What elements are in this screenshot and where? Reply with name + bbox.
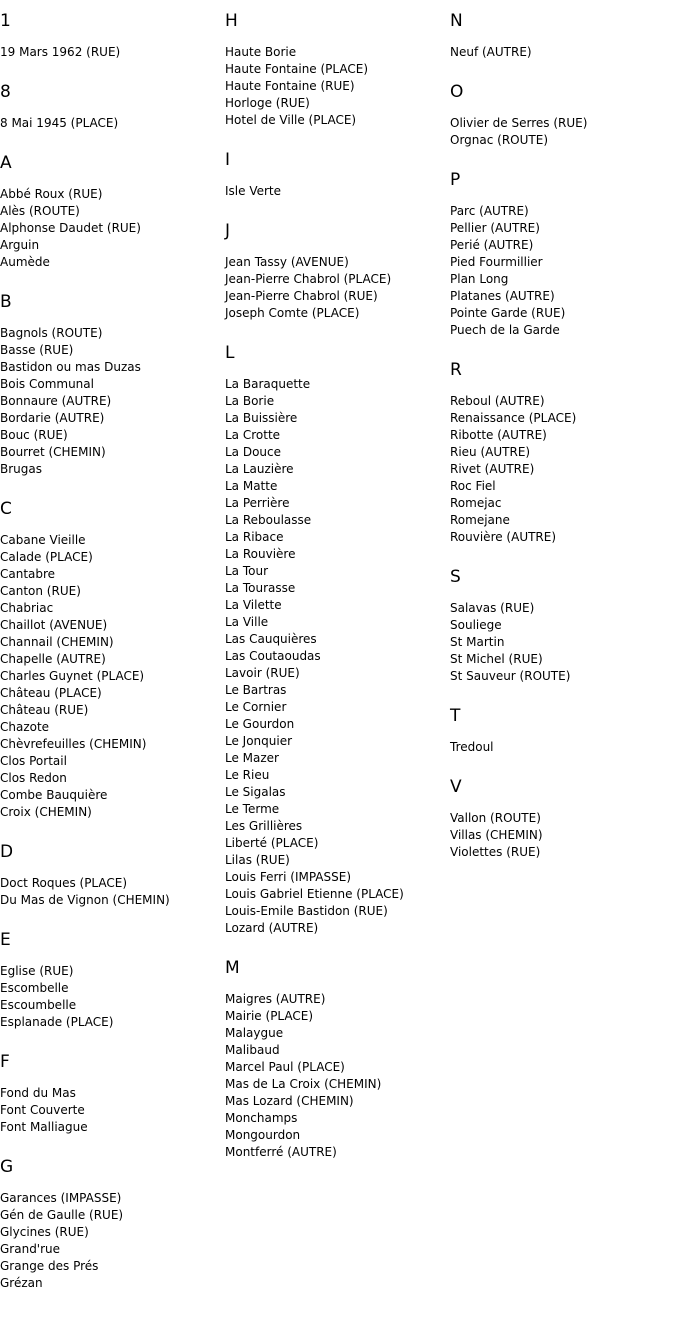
street-item: Le Terme <box>225 802 280 816</box>
section-letter-heading: B <box>0 292 12 312</box>
street-item: Pied Fourmillier <box>450 255 543 269</box>
street-item: Louis Ferri (IMPASSE) <box>225 870 352 884</box>
street-item: Le Rieu <box>225 768 270 782</box>
street-item: Aumède <box>0 255 50 269</box>
street-item: Château (RUE) <box>0 703 89 717</box>
street-item: Gén de Gaulle (RUE) <box>0 1208 124 1222</box>
street-item: Rivet (AUTRE) <box>450 462 535 476</box>
street-item: Villas (CHEMIN) <box>450 828 543 842</box>
street-item: La Reboulasse <box>225 513 312 527</box>
street-item: Maigres (AUTRE) <box>225 992 326 1006</box>
section-letter-heading: G <box>0 1157 14 1177</box>
street-item: Parc (AUTRE) <box>450 204 529 218</box>
street-list <box>450 203 670 339</box>
street-item: Glycines (RUE) <box>0 1225 89 1239</box>
street-item: Mas Lozard (CHEMIN) <box>225 1094 354 1108</box>
street-item: Marcel Paul (PLACE) <box>225 1060 345 1074</box>
street-item: Renaissance (PLACE) <box>450 411 577 425</box>
street-item: Puech de la Garde <box>450 323 560 337</box>
street-list <box>0 875 220 909</box>
street-item: Charles Guynet (PLACE) <box>0 669 145 683</box>
street-item: La Matte <box>225 479 278 493</box>
street-item: Chazote <box>0 720 50 734</box>
street-item: Bourret (CHEMIN) <box>0 445 106 459</box>
street-item: Bagnols (ROUTE) <box>0 326 103 340</box>
street-item: Bonnaure (AUTRE) <box>0 394 112 408</box>
street-item: Mas de La Croix (CHEMIN) <box>225 1077 382 1091</box>
letter-section <box>450 169 670 339</box>
street-item: Chèvrefeuilles (CHEMIN) <box>0 737 147 751</box>
street-item: Combe Bauquière <box>0 788 108 802</box>
street-item: Olivier de Serres (RUE) <box>450 116 588 130</box>
street-item: Mongourdon <box>225 1128 301 1142</box>
letter-section <box>0 81 220 132</box>
street-item: Pointe Garde (RUE) <box>450 306 566 320</box>
street-item: Font Malliague <box>0 1120 88 1134</box>
street-item: La Tourasse <box>225 581 296 595</box>
street-list <box>0 325 220 478</box>
letter-section <box>225 10 445 129</box>
street-item: Le Cornier <box>225 700 287 714</box>
letter-section <box>0 841 220 909</box>
street-item: 8 Mai 1945 (PLACE) <box>0 116 119 130</box>
street-item: Abbé Roux (RUE) <box>0 187 103 201</box>
street-item: Clos Portail <box>0 754 67 768</box>
street-item: Isle Verte <box>225 184 282 198</box>
street-item: Reboul (AUTRE) <box>450 394 545 408</box>
street-item: La Buissière <box>225 411 298 425</box>
letter-section <box>450 81 670 149</box>
street-item: La Lauzière <box>225 462 294 476</box>
street-item: La Perrière <box>225 496 290 510</box>
street-item: Le Gourdon <box>225 717 295 731</box>
street-item: Neuf (AUTRE) <box>450 45 532 59</box>
street-item: Pellier (AUTRE) <box>450 221 540 235</box>
section-letter-heading: 1 <box>0 11 11 31</box>
street-item: Garances (IMPASSE) <box>0 1191 122 1205</box>
letter-section <box>225 220 445 322</box>
street-item: Plan Long <box>450 272 509 286</box>
street-item: La Vilette <box>225 598 282 612</box>
section-letter-heading: M <box>225 958 240 978</box>
street-item: Joseph Comte (PLACE) <box>225 306 360 320</box>
street-item: La Tour <box>225 564 269 578</box>
street-item: Clos Redon <box>0 771 67 785</box>
street-item: La Douce <box>225 445 282 459</box>
street-item: Channail (CHEMIN) <box>0 635 114 649</box>
section-letter-heading: S <box>450 567 461 587</box>
street-item: Eglise (RUE) <box>0 964 74 978</box>
street-list <box>0 1085 220 1136</box>
street-item: Fond du Mas <box>0 1086 76 1100</box>
street-list <box>450 600 670 685</box>
street-item: Las Coutaoudas <box>225 649 321 663</box>
street-item: Platanes (AUTRE) <box>450 289 555 303</box>
letter-section <box>225 957 445 1161</box>
section-letter-heading: E <box>0 930 11 950</box>
street-list <box>0 532 220 821</box>
street-item: La Ville <box>225 615 269 629</box>
street-item: Montferré (AUTRE) <box>225 1145 337 1159</box>
section-letter-heading: H <box>225 11 238 31</box>
street-item: Le Sigalas <box>225 785 286 799</box>
letter-section <box>450 705 670 756</box>
street-list <box>0 44 220 61</box>
street-item: Hotel de Ville (PLACE) <box>225 113 357 127</box>
street-item: Bois Communal <box>0 377 94 391</box>
street-list <box>225 254 445 322</box>
street-list <box>225 183 445 200</box>
street-item: Chaillot (AVENUE) <box>0 618 108 632</box>
section-letter-heading: C <box>0 499 12 519</box>
street-item: Escombelle <box>0 981 69 995</box>
street-item: Chabriac <box>0 601 54 615</box>
street-item: Malaygue <box>225 1026 284 1040</box>
street-list <box>225 376 445 937</box>
letter-section <box>0 291 220 478</box>
street-item: Romejane <box>450 513 510 527</box>
street-list <box>450 115 670 149</box>
street-item: Vallon (ROUTE) <box>450 811 541 825</box>
street-item: Les Grillières <box>225 819 303 833</box>
section-letter-heading: N <box>450 11 463 31</box>
street-item: Orgnac (ROUTE) <box>450 133 548 147</box>
street-list <box>225 44 445 129</box>
street-item: Esplanade (PLACE) <box>0 1015 114 1029</box>
street-item: Violettes (RUE) <box>450 845 541 859</box>
section-letter-heading: 8 <box>0 82 11 102</box>
index-column-2 <box>225 10 445 1181</box>
section-letter-heading: P <box>450 170 461 190</box>
street-item: Haute Borie <box>225 45 297 59</box>
section-letter-heading: V <box>450 777 462 797</box>
street-list <box>225 991 445 1161</box>
street-item: Alphonse Daudet (RUE) <box>0 221 141 235</box>
street-list <box>0 963 220 1031</box>
street-item: St Martin <box>450 635 505 649</box>
street-item: Bordarie (AUTRE) <box>0 411 105 425</box>
street-item: Doct Roques (PLACE) <box>0 876 128 890</box>
street-item: 19 Mars 1962 (RUE) <box>0 45 121 59</box>
street-item: La Baraquette <box>225 377 311 391</box>
letter-section <box>0 10 220 61</box>
street-item: Salavas (RUE) <box>450 601 535 615</box>
section-letter-heading: J <box>225 221 231 241</box>
letter-section <box>225 342 445 937</box>
street-item: Château (PLACE) <box>0 686 102 700</box>
section-letter-heading: O <box>450 82 464 102</box>
street-item: Escoumbelle <box>0 998 77 1012</box>
street-item: Croix (CHEMIN) <box>0 805 92 819</box>
street-item: Brugas <box>0 462 42 476</box>
section-letter-heading: D <box>0 842 14 862</box>
street-item: Haute Fontaine (PLACE) <box>225 62 369 76</box>
street-item: Roc Fiel <box>450 479 496 493</box>
street-item: Font Couverte <box>0 1103 85 1117</box>
street-item: Le Jonquier <box>225 734 293 748</box>
section-letter-heading: L <box>225 343 235 363</box>
street-item: La Crotte <box>225 428 281 442</box>
street-item: Chapelle (AUTRE) <box>0 652 106 666</box>
letter-section <box>225 149 445 200</box>
letter-section <box>450 359 670 546</box>
street-item: Louis-Emile Bastidon (RUE) <box>225 904 388 918</box>
street-item: Le Bartras <box>225 683 287 697</box>
letter-section <box>0 152 220 271</box>
street-list <box>450 44 670 61</box>
street-item: Lilas (RUE) <box>225 853 290 867</box>
street-list <box>0 115 220 132</box>
street-item: Bouc (RUE) <box>0 428 68 442</box>
street-item: Jean-Pierre Chabrol (PLACE) <box>225 272 392 286</box>
street-item: La Ribace <box>225 530 284 544</box>
street-list <box>450 393 670 546</box>
street-item: La Borie <box>225 394 275 408</box>
section-letter-heading: R <box>450 360 462 380</box>
street-item: Canton (RUE) <box>0 584 81 598</box>
section-letter-heading: I <box>225 150 231 170</box>
street-item: Grange des Prés <box>0 1259 99 1273</box>
street-list <box>0 186 220 271</box>
letter-section <box>0 929 220 1031</box>
street-item: Du Mas de Vignon (CHEMIN) <box>0 893 170 907</box>
street-item: Alès (ROUTE) <box>0 204 80 218</box>
street-item: Basse (RUE) <box>0 343 74 357</box>
street-item: Tredoul <box>450 740 494 754</box>
street-item: Lavoir (RUE) <box>225 666 300 680</box>
street-item: Calade (PLACE) <box>0 550 93 564</box>
street-item: Ribotte (AUTRE) <box>450 428 547 442</box>
street-item: La Rouvière <box>225 547 296 561</box>
street-item: Louis Gabriel Etienne (PLACE) <box>225 887 404 901</box>
street-item: Liberté (PLACE) <box>225 836 319 850</box>
index-column-1 <box>0 10 220 1312</box>
street-item: Rieu (AUTRE) <box>450 445 531 459</box>
section-letter-heading: A <box>0 153 12 173</box>
street-item: Souliege <box>450 618 502 632</box>
street-item: Las Cauquières <box>225 632 317 646</box>
letter-section <box>450 566 670 685</box>
index-column-3 <box>450 10 670 881</box>
street-item: Cantabre <box>0 567 56 581</box>
letter-section <box>0 498 220 821</box>
street-item: Romejac <box>450 496 502 510</box>
section-letter-heading: F <box>0 1052 10 1072</box>
street-list <box>450 739 670 756</box>
street-item: Jean Tassy (AVENUE) <box>225 255 349 269</box>
section-letter-heading: T <box>450 706 461 726</box>
street-list <box>450 810 670 861</box>
street-item: Rouvière (AUTRE) <box>450 530 557 544</box>
street-item: Cabane Vieille <box>0 533 86 547</box>
letter-section <box>0 1156 220 1292</box>
street-item: Malibaud <box>225 1043 280 1057</box>
street-item: Arguin <box>0 238 40 252</box>
street-item: Haute Fontaine (RUE) <box>225 79 355 93</box>
street-list <box>0 1190 220 1292</box>
letter-section <box>450 10 670 61</box>
street-item: Monchamps <box>225 1111 298 1125</box>
street-item: Grézan <box>0 1276 43 1290</box>
street-item: Grand'rue <box>0 1242 61 1256</box>
letter-section <box>450 776 670 861</box>
letter-section <box>0 1051 220 1136</box>
street-item: St Michel (RUE) <box>450 652 543 666</box>
street-item: Horloge (RUE) <box>225 96 310 110</box>
street-item: Le Mazer <box>225 751 279 765</box>
street-item: St Sauveur (ROUTE) <box>450 669 571 683</box>
street-item: Jean-Pierre Chabrol (RUE) <box>225 289 378 303</box>
street-item: Bastidon ou mas Duzas <box>0 360 141 374</box>
street-item: Lozard (AUTRE) <box>225 921 319 935</box>
street-item: Perié (AUTRE) <box>450 238 534 252</box>
street-item: Mairie (PLACE) <box>225 1009 314 1023</box>
